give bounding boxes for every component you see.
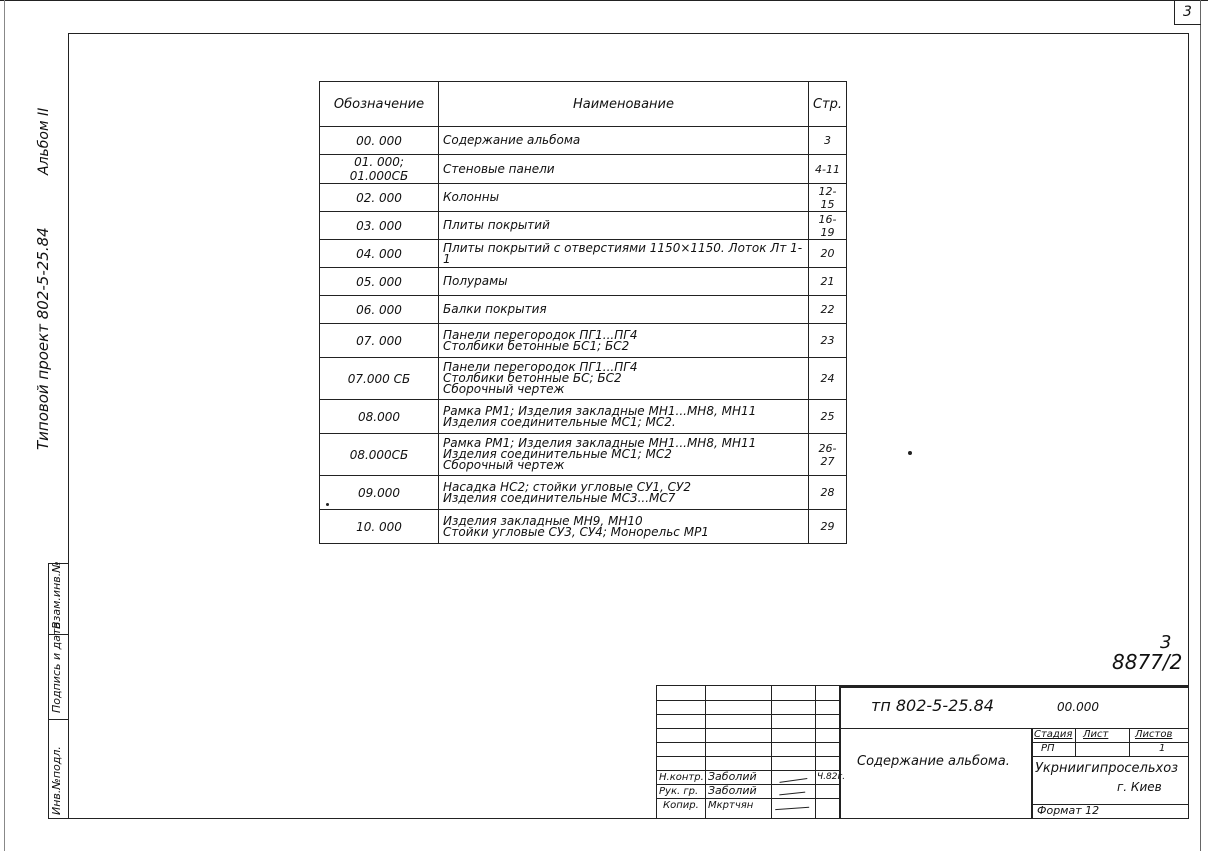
right-edge-line bbox=[1200, 0, 1201, 851]
row-code: 00. 000 bbox=[320, 127, 439, 155]
stamp-sheet-header: Лист bbox=[1083, 729, 1109, 740]
row-code: 07. 000 bbox=[320, 324, 439, 358]
row-page: 3 bbox=[808, 127, 846, 155]
row-code: 02. 000 bbox=[320, 184, 439, 212]
contents-row bbox=[320, 324, 847, 358]
header-code: Обозначение bbox=[320, 82, 439, 127]
row-code: 03. 000 bbox=[320, 212, 439, 240]
header-page: Стр. bbox=[808, 82, 846, 127]
person-role: Копир. bbox=[663, 800, 699, 811]
row-code: 09.000 bbox=[320, 476, 439, 510]
signature-mark bbox=[775, 801, 809, 810]
row-page: 25 bbox=[808, 400, 846, 434]
stamp-stage-header: Стадия bbox=[1034, 729, 1073, 740]
contents-header-row bbox=[320, 82, 847, 127]
stamp-format: Формат 12 bbox=[1037, 804, 1100, 817]
title-block bbox=[656, 685, 1188, 818]
stray-dot bbox=[326, 503, 329, 506]
row-name: Балки покрытия bbox=[439, 296, 809, 324]
contents-row bbox=[320, 184, 847, 212]
row-page: 28 bbox=[808, 476, 846, 510]
stamp-project: тп 802-5-25.84 bbox=[871, 696, 994, 715]
grid-line bbox=[657, 700, 839, 701]
header-name: Наименование bbox=[439, 82, 809, 127]
side-stamp-label: Инв.№подл. bbox=[50, 746, 63, 815]
contents-row bbox=[320, 358, 847, 400]
left-edge-line bbox=[4, 0, 5, 851]
stamp-stage: РП bbox=[1041, 743, 1055, 754]
stamp-city: г. Киев bbox=[1117, 780, 1162, 794]
row-code: 01. 000; 01.000СБ bbox=[320, 155, 439, 184]
person-role: Рук. гр. bbox=[659, 786, 699, 797]
row-name: Содержание альбома bbox=[439, 127, 809, 155]
row-code: 04. 000 bbox=[320, 240, 439, 268]
grid-line bbox=[657, 756, 839, 757]
contents-row bbox=[320, 476, 847, 510]
person-name: Мкртчян bbox=[708, 800, 754, 811]
grid-line bbox=[1129, 728, 1130, 756]
contents-row bbox=[320, 510, 847, 544]
contents-row bbox=[320, 240, 847, 268]
row-page: 23 bbox=[808, 324, 846, 358]
row-name: Изделия закладные МН9, МН10 Стойки угловые СУ3, СУ4; Монорельс МР1 bbox=[439, 510, 809, 544]
side-album-title: Альбом II bbox=[36, 107, 52, 175]
row-code: 05. 000 bbox=[320, 268, 439, 296]
signature-mark bbox=[779, 787, 805, 796]
row-name: Плиты покрытий с отверстиями 1150×1150. Лоток Лт 1-1 bbox=[439, 240, 809, 268]
row-code: 10. 000 bbox=[320, 510, 439, 544]
contents-table bbox=[319, 81, 847, 544]
side-stamp-label: Взам.инв.№ bbox=[50, 561, 63, 629]
grid-line bbox=[657, 714, 839, 715]
row-name: Стеновые панели bbox=[439, 155, 809, 184]
stamp-code: 00.000 bbox=[1057, 700, 1099, 714]
person-name: Заболий bbox=[708, 784, 757, 797]
row-page: 29 bbox=[808, 510, 846, 544]
row-name: Полурамы bbox=[439, 268, 809, 296]
grid-line bbox=[657, 728, 839, 729]
corner-number-box bbox=[1174, 0, 1201, 25]
signature-mark bbox=[779, 772, 808, 783]
row-page: 12-15 bbox=[808, 184, 846, 212]
contents-row bbox=[320, 127, 847, 155]
row-page: 22 bbox=[808, 296, 846, 324]
row-page: 20 bbox=[808, 240, 846, 268]
grid-line bbox=[1031, 756, 1188, 757]
row-name: Плиты покрытий bbox=[439, 212, 809, 240]
grid-line bbox=[657, 742, 839, 743]
stamp-sheets-header: Листов bbox=[1135, 729, 1173, 740]
row-name: Колонны bbox=[439, 184, 809, 212]
contents-row bbox=[320, 268, 847, 296]
row-name: Насадка НС2; стойки угловые СУ1, СУ2 Изделия соединительные МС3...МС7 bbox=[439, 476, 809, 510]
contents-row bbox=[320, 434, 847, 476]
stamp-sheets: 1 bbox=[1159, 743, 1166, 754]
top-edge-line bbox=[0, 0, 1208, 1]
row-name: Панели перегородок ПГ1...ПГ4 Столбики бетонные БС; БС2 Сборочный чертеж bbox=[439, 358, 809, 400]
archive-number: 8877/2 bbox=[1112, 650, 1183, 674]
stamp-org: Укрниигипросельхоз bbox=[1035, 761, 1179, 776]
row-page: 21 bbox=[808, 268, 846, 296]
grid-line bbox=[1075, 728, 1076, 756]
row-name: Рамка РМ1; Изделия закладные МН1...МН8, МН11 Изделия соединительные МС1; МС2 Сборочный чертеж bbox=[439, 434, 809, 476]
grid-line bbox=[839, 686, 841, 818]
archive-number-top: 3 bbox=[1160, 632, 1172, 653]
corner-number: 3 bbox=[1183, 4, 1192, 20]
row-name: Панели перегородок ПГ1...ПГ4 Столбики бетонные БС1; БС2 bbox=[439, 324, 809, 358]
row-code: 08.000 bbox=[320, 400, 439, 434]
person-date: Ч.82г. bbox=[817, 772, 846, 782]
grid-line bbox=[657, 798, 839, 799]
row-page: 4-11 bbox=[808, 155, 846, 184]
stray-dot bbox=[908, 451, 912, 455]
contents-row bbox=[320, 212, 847, 240]
contents-row bbox=[320, 400, 847, 434]
row-page: 26-27 bbox=[808, 434, 846, 476]
row-code: 07.000 СБ bbox=[320, 358, 439, 400]
contents-row bbox=[320, 155, 847, 184]
row-page: 16-19 bbox=[808, 212, 846, 240]
side-stamp-label: Подпись и дата bbox=[50, 621, 63, 713]
row-code: 06. 000 bbox=[320, 296, 439, 324]
row-page: 24 bbox=[808, 358, 846, 400]
grid-line bbox=[839, 686, 1188, 688]
person-role: Н.контр. bbox=[659, 772, 704, 783]
person-name: Заболий bbox=[708, 770, 757, 783]
side-project-code: Типовой проект 802-5-25.84 bbox=[34, 227, 52, 450]
contents-row bbox=[320, 296, 847, 324]
row-name: Рамка РМ1; Изделия закладные МН1...МН8, МН11 Изделия соединительные МС1; МС2. bbox=[439, 400, 809, 434]
stamp-title: Содержание альбома. bbox=[857, 754, 1010, 769]
row-code: 08.000СБ bbox=[320, 434, 439, 476]
side-stamp-divider bbox=[49, 719, 69, 720]
